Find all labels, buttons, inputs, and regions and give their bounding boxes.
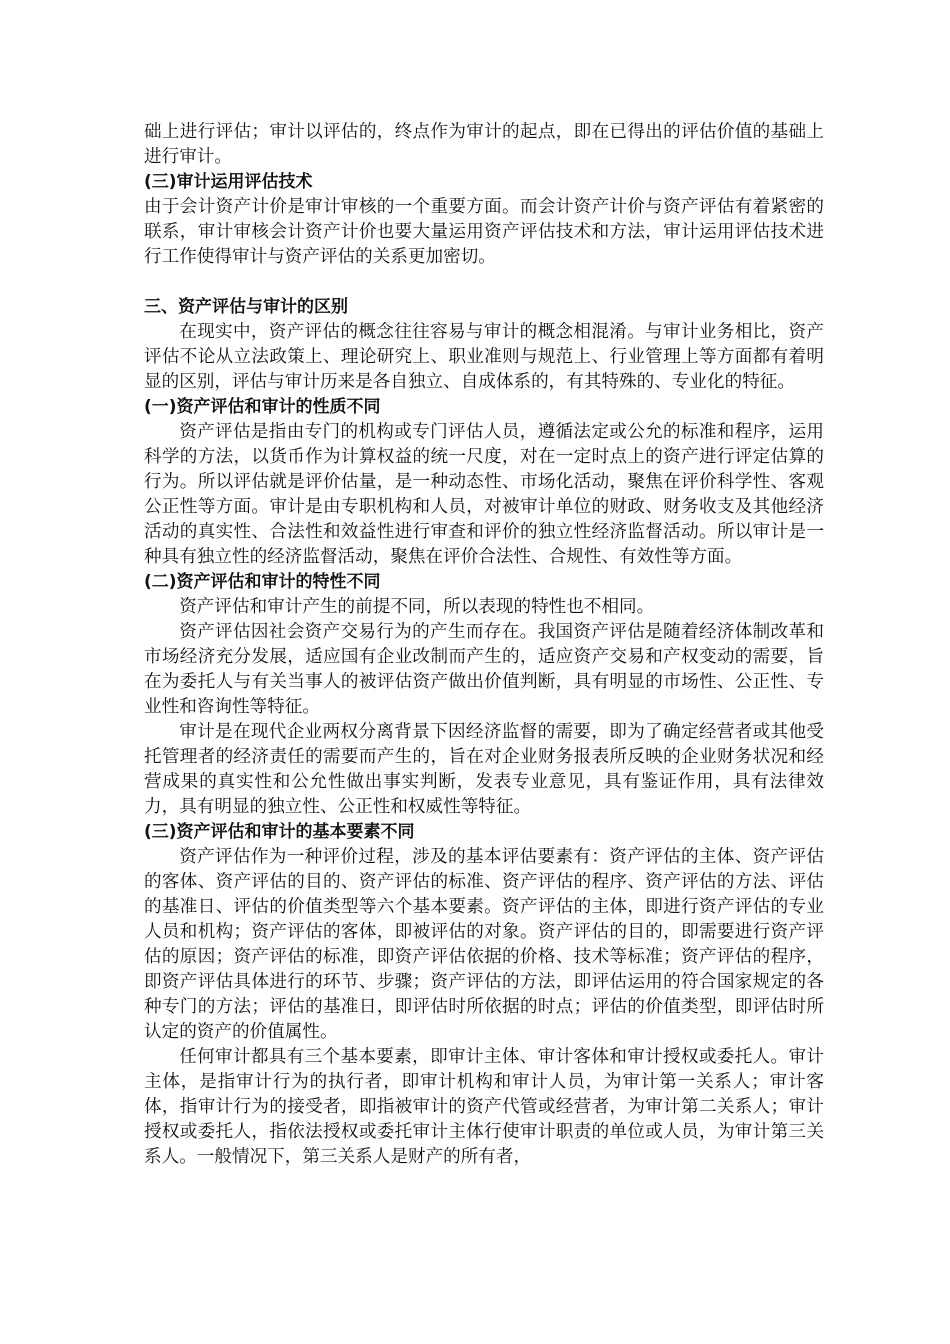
- paragraph-continuation: 础上进行评估；审计以评估的，终点作为审计的起点，即在已得出的评估价值的基础上进行审计。: [144, 122, 824, 167]
- paragraph-audit-characteristics: 审计是在现代企业两权分离背景下因经济监督的需要，即为了确定经营者或其他受托管理者的经济责任的需要而产生的，旨在对企业财务报表所反映的企业财务状况和经营成果的真实性和公允性做出事实判断，发表专业意见，具有鉴证作用，具有法律效力，具有明显的独立性、公正性和权威性等特征。: [144, 722, 824, 817]
- subheading-audit-uses-evaluation-techniques: (三)审计运用评估技术: [144, 172, 313, 192]
- paragraph-differences-intro: 在现实中，资产评估的概念往往容易与审计的概念相混淆。与审计业务相比，资产评估不论从立法政策上、理论研究上、职业准则与规范上、行业管理上等方面都有着明显的区别，评估与审计历来是各自独立、自成体系的，有其特殊的、专业化的特征。: [144, 322, 824, 392]
- paragraph-evaluation-characteristics: 资产评估因社会资产交易行为的产生而存在。我国资产评估是随着经济体制改革和市场经济充分发展，适应国有企业改制而产生的，适应资产交易和产权变动的需要，旨在为委托人与有关当事人的被评估资产做出价值判断，具有明显的市场性、公正性、专业性和咨询性等特征。: [144, 622, 824, 717]
- subheading-nature-differs: (一)资产评估和审计的性质不同: [144, 397, 381, 417]
- paragraph-nature: 资产评估是指由专门的机构或专门评估人员，遵循法定或公允的标准和程序，运用科学的方法，以货币作为计算权益的统一尺度，对在一定时点上的资产进行评定估算的行为。所以评估就是评价估量，是一种动态性、市场化活动，聚焦在评价科学性、客观公正性等方面。审计是由专职机构和人员，对被审计单位的财政、财务收支及其他经济活动的真实性、合法性和效益性进行审查和评价的独立性经济监督活动。所以审计是一种具有独立性的经济监督活动，聚焦在评价合法性、合规性、有效性等方面。: [144, 422, 824, 567]
- paragraph-audit-elements: 任何审计都具有三个基本要素，即审计主体、审计客体和审计授权或委托人。审计主体，是指审计行为的执行者，即审计机构和审计人员，为审计第一关系人；审计客体，指审计行为的接受者，即指被审计的资产代管或经营者，为审计第二关系人；审计授权或委托人，指依法授权或委托审计主体行使审计职责的单位或人员，为审计第三关系人。一般情况下，第三关系人是财产的所有者，: [144, 1047, 824, 1167]
- subheading-basic-elements-differ: (三)资产评估和审计的基本要素不同: [144, 822, 415, 842]
- document-page: [144, 120, 824, 1170]
- section-heading-differences: 三、资产评估与审计的区别: [144, 297, 348, 317]
- subheading-characteristics-differ: (二)资产评估和审计的特性不同: [144, 572, 381, 592]
- paragraph-characteristics-intro: 资产评估和审计产生的前提不同，所以表现的特性也不相同。: [179, 597, 655, 617]
- paragraph-evaluation-elements: 资产评估作为一种评价过程，涉及的基本评估要素有：资产评估的主体、资产评估的客体、资产评估的目的、资产评估的标准、资产评估的程序、资产评估的方法、评估的基准日、评估的价值类型等六个基本要素。资产评估的主体，即进行资产评估的专业人员和机构；资产评估的客体，即被评估的对象。资产评估的目的，即需要进行资产评估的原因；资产评估的标准，即资产评估依据的价格、技术等标准；资产评估的程序，即资产评估具体进行的环节、步骤；资产评估的方法，即评估运用的符合国家规定的各种专门的方法；评估的基准日，即评估时所依据的时点；评估的价值类型，即评估时所认定的资产的价值属性。: [144, 847, 824, 1042]
- paragraph-gap: [144, 270, 824, 295]
- paragraph-audit-techniques: 由于会计资产计价是审计审核的一个重要方面。而会计资产计价与资产评估有着紧密的联系，审计审核会计资产计价也要大量运用资产评估技术和方法，审计运用评估技术进行工作使得审计与资产评估的关系更加密切。: [144, 197, 824, 267]
